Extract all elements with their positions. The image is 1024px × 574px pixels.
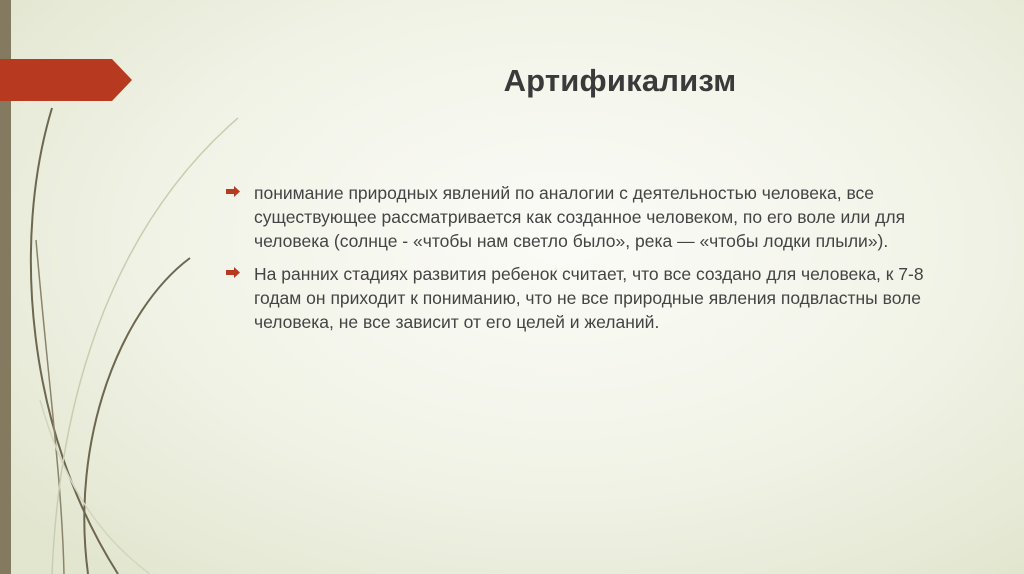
bullet-list xyxy=(226,181,956,342)
bullet-item xyxy=(226,262,956,335)
bullet-text: понимание природных явлений по аналогии с деятельностью человека, все существующее рассматривается как созданное человеком, по его воле или для человека (солнце - «чтобы нам светло было», река — «чтобы лодки плыли»). xyxy=(254,183,906,252)
stem-line xyxy=(52,118,238,574)
slide-title: Артификализм xyxy=(503,63,737,98)
stem-line xyxy=(31,108,118,574)
arrow-bullet-icon xyxy=(226,267,240,278)
bullet-item xyxy=(226,181,956,254)
arrow-bullet-icon xyxy=(226,186,240,197)
bullet-text: На ранних стадиях развития ребенок считает, что все создано для человека, к 7-8 годам он приходит к пониманию, что не все природные явления подвластны воле человека, не все зависит от его целей и желаний. xyxy=(254,263,924,333)
title-arrow-icon xyxy=(0,59,132,101)
stem-line xyxy=(36,240,64,574)
